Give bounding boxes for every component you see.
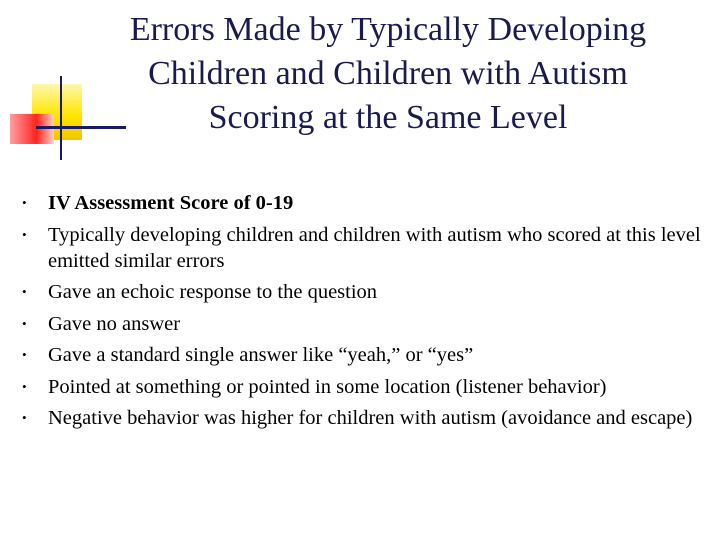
bullet-dot-icon: • (22, 226, 27, 242)
bullet-item (22, 342, 712, 368)
bullet-dot-icon: • (22, 410, 27, 425)
bullet-text: Gave an echoic response to the question (48, 281, 378, 303)
bullet-item (22, 374, 712, 400)
bullet-dot-icon: • (22, 284, 27, 299)
bullet-item (22, 311, 712, 337)
title-line: Errors Made by Typically Developing (129, 11, 647, 48)
bullet-text: Negative behavior was higher for children with autism (avoidance and escape) (48, 407, 693, 429)
title-line: Scoring at the Same Level (208, 99, 568, 136)
bullet-text: Gave a standard single answer like “yeah,” or “yes” (48, 344, 474, 366)
bullet-text: Pointed at something or pointed in some location (listener behavior) (48, 375, 607, 398)
bullet-dot-icon: • (22, 315, 27, 331)
bullet-item (22, 222, 712, 274)
bullet-text: IV Assessment Score of 0-19 (48, 192, 294, 214)
bullet-dot-icon: • (22, 347, 27, 362)
vertical-line (60, 76, 62, 160)
bullet-list (22, 190, 712, 437)
title-line: Children and Children with Autism (148, 55, 628, 92)
bullet-item (22, 190, 712, 216)
slide-title (100, 8, 676, 140)
bullet-dot-icon: • (22, 378, 27, 394)
bullet-item (22, 405, 712, 431)
bullet-item (22, 279, 712, 305)
bullet-text: Typically developing children and children with autism who scored at this level emitted similar errors (48, 223, 701, 272)
bullet-dot-icon: • (22, 195, 27, 210)
bullet-text: Gave no answer (48, 312, 181, 335)
red-rectangle (10, 114, 54, 144)
